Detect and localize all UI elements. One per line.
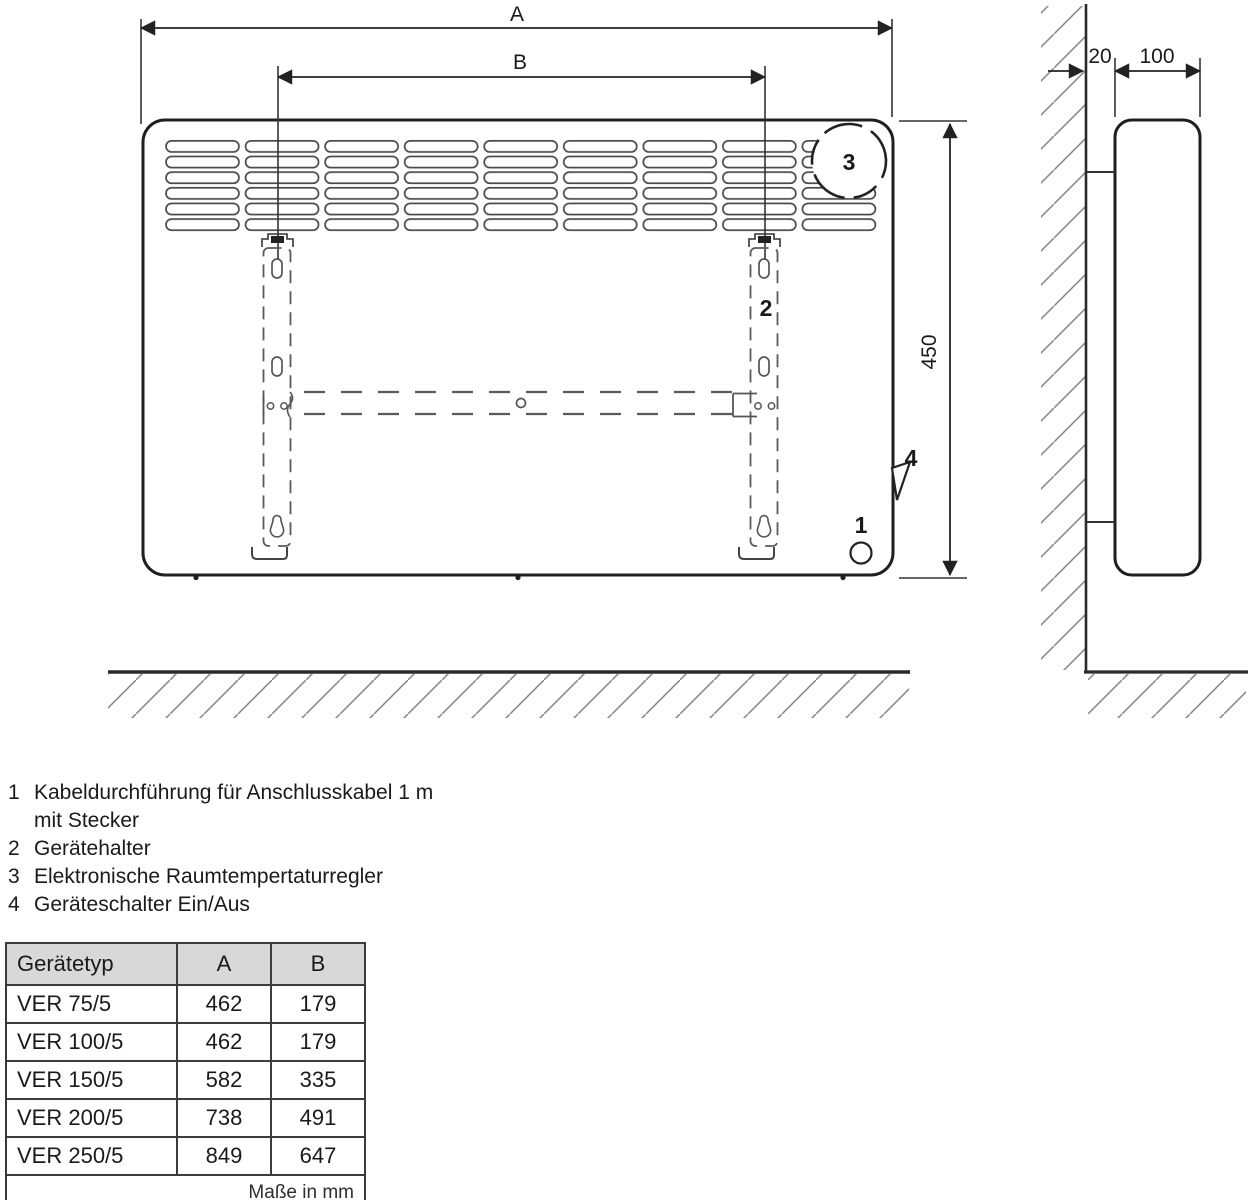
legend-item-4: [8, 891, 433, 919]
header-geraetetyp: Gerätetyp: [6, 943, 177, 985]
legend: [8, 779, 433, 919]
dim-wall-gap-label: 20: [1088, 45, 1112, 68]
table-cell-type: VER 200/5: [6, 1099, 177, 1137]
legend-number: 1: [8, 781, 20, 804]
table-cell-a: 582: [177, 1061, 271, 1099]
bracket-slot-middle: [272, 357, 282, 376]
legend-item-1-cont: [8, 807, 433, 835]
bracket-keyhole: [757, 516, 770, 537]
table-cell-b: 647: [271, 1137, 365, 1175]
side-view: [1041, 4, 1248, 718]
dim-b-label: B: [512, 51, 528, 74]
table-row: [6, 1023, 365, 1061]
table-cell-type: VER 100/5: [6, 1023, 177, 1061]
table-row: [6, 1061, 365, 1099]
legend-number: [8, 807, 34, 835]
heater-side-body: [1115, 120, 1200, 575]
table-cell-type: VER 250/5: [6, 1137, 177, 1175]
legend-item-1: [8, 779, 433, 807]
header-a: A: [177, 943, 271, 985]
rail-center-hole: [517, 399, 526, 408]
table-cell-a: 849: [177, 1137, 271, 1175]
air-outlet-grille: [163, 139, 879, 233]
heater-foot-left: [193, 575, 198, 580]
table-cell-a: 462: [177, 985, 271, 1023]
bracket-slot-top: [759, 259, 769, 278]
dimension-b: [278, 51, 765, 77]
callout-3-label: 3: [842, 149, 856, 175]
bracket-slot-middle: [759, 357, 769, 376]
side-floor-hatching: [1088, 674, 1246, 718]
table-cell-b: 491: [271, 1099, 365, 1137]
bracket-hole-a: [755, 403, 761, 409]
table-header-row: [6, 943, 365, 985]
dimension-height: [899, 121, 967, 578]
legend-number: 2: [8, 837, 20, 860]
legend-text: Geräteschalter Ein/Aus: [34, 893, 250, 916]
heater-foot-right: [840, 575, 845, 580]
table-cell-b: 179: [271, 985, 365, 1023]
front-view: [108, 3, 967, 718]
cable-grommet: [851, 543, 872, 564]
table-footer-note: Maße in mm: [6, 1175, 365, 1200]
callout-4-label: 4: [904, 445, 918, 471]
bracket-screw-head: [271, 236, 284, 243]
legend-text: Gerätehalter: [34, 837, 151, 860]
callout-2-label: 2: [759, 295, 773, 321]
bracket-hole-a: [267, 403, 273, 409]
legend-item-3: [8, 863, 433, 891]
table-cell-a: 462: [177, 1023, 271, 1061]
device-type-table: [5, 942, 366, 1200]
bracket-hole-b: [768, 403, 774, 409]
wall-hatching: [1041, 6, 1085, 670]
bracket-keyhole: [270, 516, 283, 537]
legend-text: Elektronische Raumtempertaturregler: [34, 865, 383, 888]
table-row: [6, 1137, 365, 1175]
legend-text: mit Stecker: [34, 809, 140, 832]
dim-a-label: A: [509, 3, 525, 26]
table-cell-b: 335: [271, 1061, 365, 1099]
bracket-screw-head: [758, 236, 771, 243]
heater-foot-center: [515, 575, 520, 580]
bracket-slot-top: [272, 259, 282, 278]
header-b: B: [271, 943, 365, 985]
callout-1-label: 1: [854, 512, 868, 538]
table-footer-row: [6, 1175, 365, 1200]
table-cell-type: VER 75/5: [6, 985, 177, 1023]
legend-text: Kabeldurchführung für Anschlusskabel 1 m: [34, 781, 434, 804]
dim-height-label: 450: [918, 334, 941, 370]
table-row: [6, 985, 365, 1023]
dim-depth-label: 100: [1139, 45, 1175, 68]
legend-item-2: [8, 835, 433, 863]
legend-number: 4: [8, 893, 20, 916]
table-cell-a: 738: [177, 1099, 271, 1137]
legend-number: 3: [8, 865, 20, 888]
table-cell-type: VER 150/5: [6, 1061, 177, 1099]
table-cell-b: 179: [271, 1023, 365, 1061]
bracket-hole-b: [281, 403, 287, 409]
table-row: [6, 1099, 365, 1137]
front-floor-hatching: [108, 674, 909, 718]
dimension-depth: [1115, 45, 1200, 117]
